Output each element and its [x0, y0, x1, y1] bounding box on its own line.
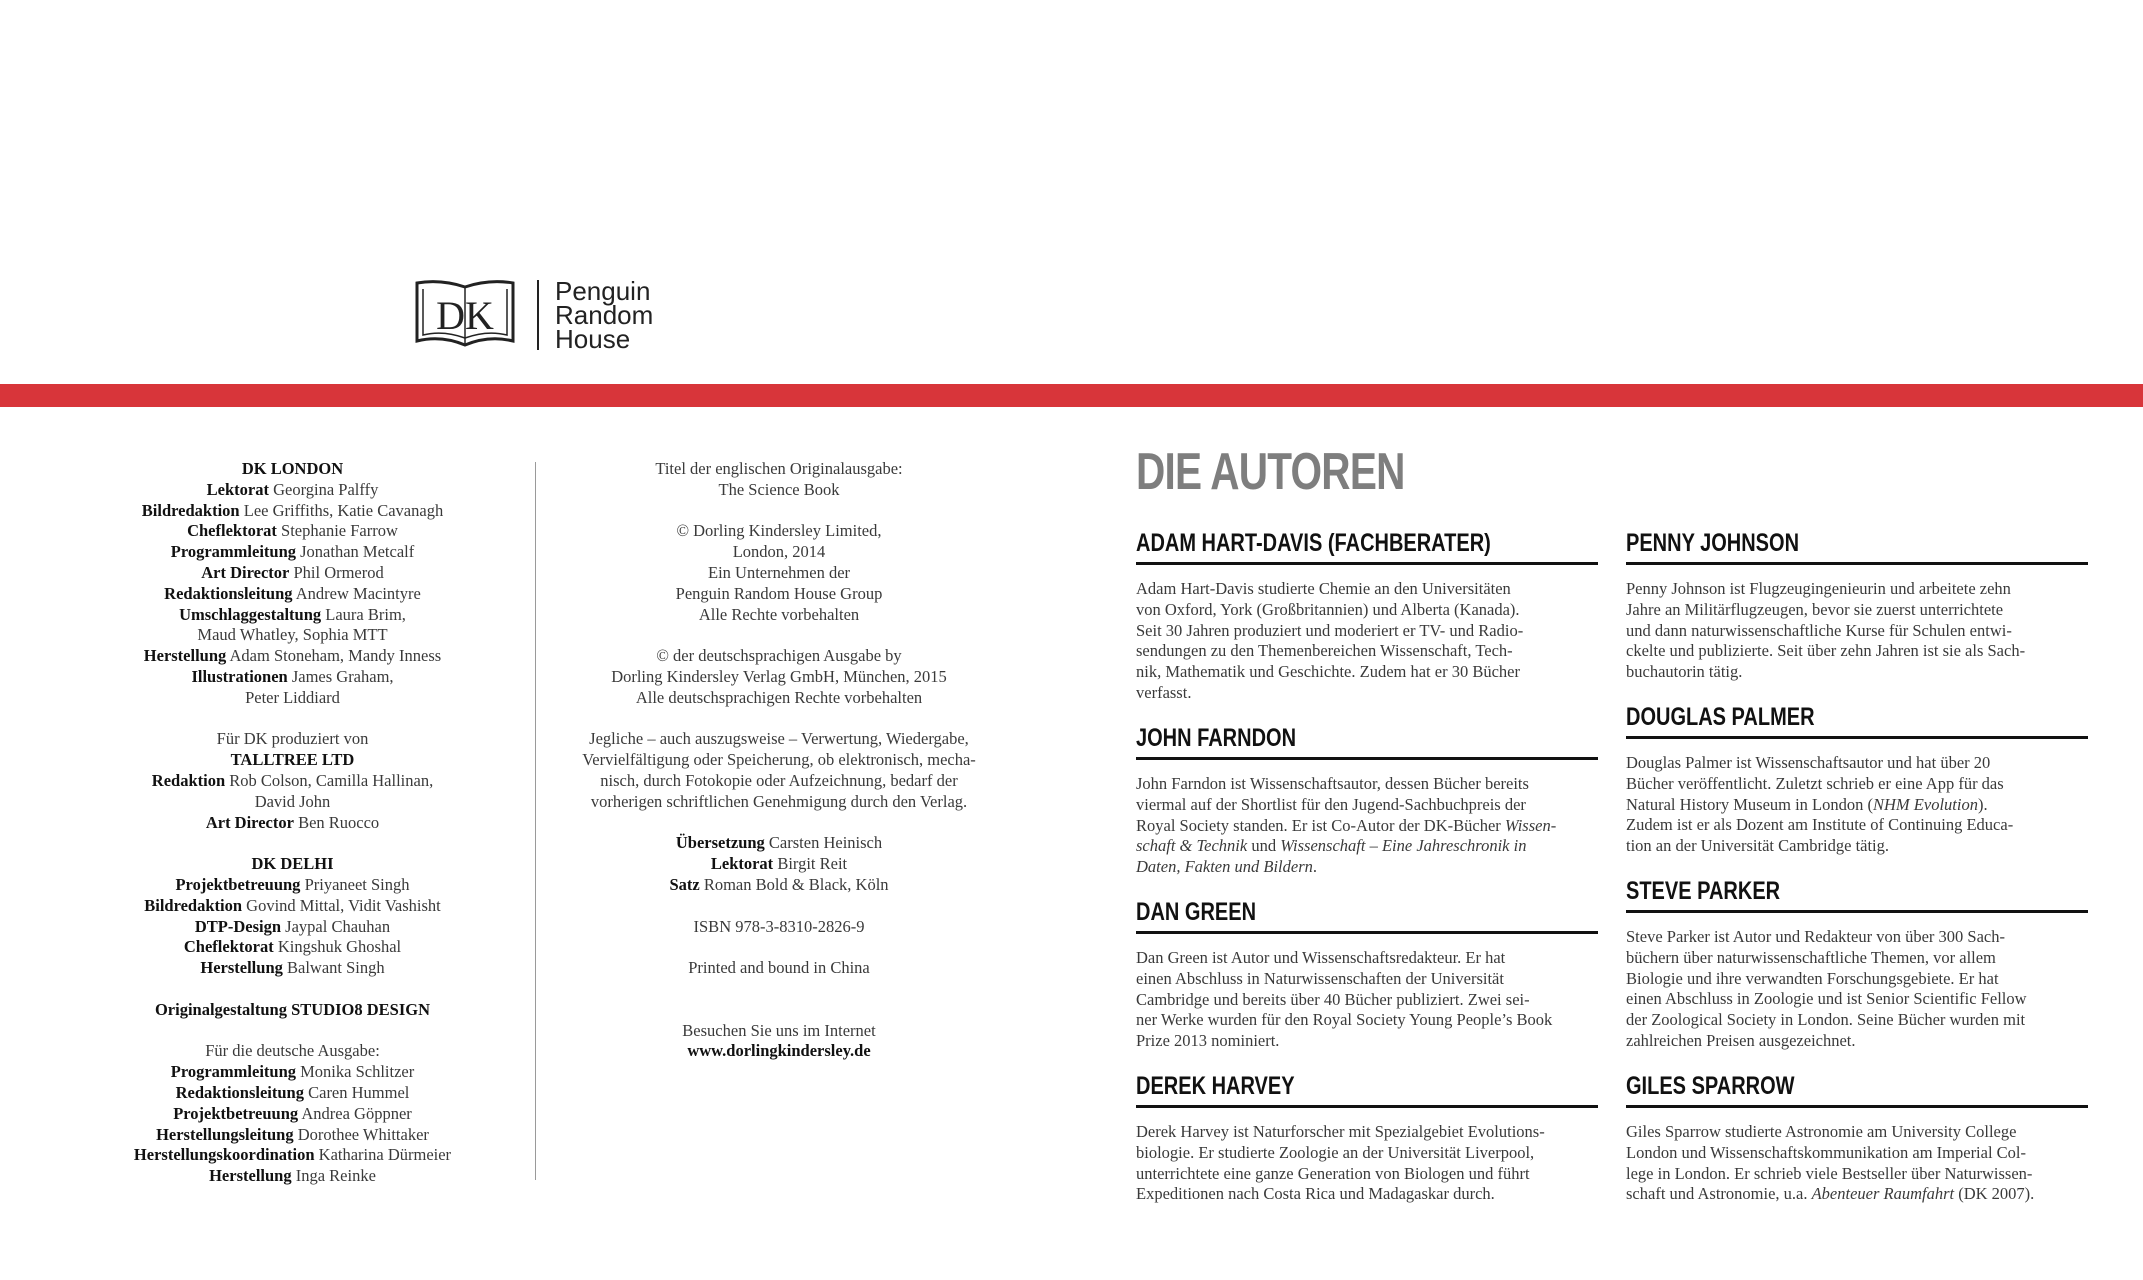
imprint-text: © der deutschsprachigen Ausgabe by — [656, 646, 902, 666]
bio-line — [1136, 948, 1598, 969]
author-rule — [1136, 931, 1598, 934]
bio-text: Biologie und ihre verwandten Forschungsgebiete. Er hat — [1626, 968, 1999, 988]
bio-title-italic: Daten, Fakten und Bildern — [1136, 857, 1313, 877]
bio-text: Royal Society standen. Er ist Co-Autor der DK-Bücher — [1136, 815, 1505, 835]
imprint-text: ISBN 978-3-8310-2826-9 — [693, 916, 865, 936]
author-name: GILES SPARROW — [1626, 1072, 1795, 1100]
bio-line — [1626, 989, 2088, 1010]
author-bio — [1626, 753, 2088, 857]
imprint-role: DK LONDON — [241, 459, 344, 478]
imprint-role: Originalgestaltung STUDIO8 DESIGN — [154, 999, 431, 1019]
line-gap — [90, 833, 495, 854]
bio-text: und dann naturwissenschaftliche Kurse für Schulen entwi- — [1626, 620, 2012, 640]
bio-line — [1626, 579, 2088, 600]
bio-line — [1626, 836, 2088, 857]
imprint-text: Adam Stoneham, Mandy Inness — [226, 646, 442, 666]
bio-text: büchern über naturwissenschaftliche Themen, vor allem — [1626, 947, 1996, 967]
bio-line — [1626, 1122, 2088, 1143]
imprint-role: Projektbetreuung — [175, 874, 301, 894]
bio-line — [1626, 1143, 2088, 1164]
author-bio — [1136, 1122, 1598, 1205]
imprint-text: Laura Brim, — [321, 604, 406, 624]
imprint-text: Vervielfältigung oder Speicherung, ob elektronisch, mecha- — [582, 750, 976, 770]
bio-text: biologie. Er studierte Zoologie an der Universität Liverpool, — [1136, 1142, 1535, 1162]
imprint-line — [90, 1125, 495, 1146]
imprint-text: Andrea Göppner — [298, 1103, 412, 1123]
imprint-role: Bildredaktion — [141, 500, 240, 520]
imprint-text: Maud Whatley, Sophia MTT — [197, 625, 388, 645]
bio-text: lege in London. Er schrieb viele Bestseller über Naturwissen- — [1626, 1163, 2033, 1183]
bio-line — [1626, 815, 2088, 836]
bio-text: Giles Sparrow studierte Astronomie am University College — [1626, 1122, 2017, 1141]
imprint-text: Für DK produziert von — [216, 729, 369, 749]
bio-text: viermal auf der Shortlist für den Jugend-Sachbuchpreis der — [1136, 794, 1526, 814]
imprint-role: Herstellungsleitung — [156, 1124, 294, 1144]
bio-line — [1626, 621, 2088, 642]
bio-line — [1136, 683, 1598, 704]
imprint-role: Programmleitung — [170, 542, 297, 562]
imprint-text: Penguin Random House Group — [675, 583, 883, 603]
author-name: DEREK HARVEY — [1136, 1072, 1295, 1100]
imprint-line — [550, 480, 1008, 501]
bio-text: verfasst. — [1136, 682, 1192, 702]
bio-line — [1136, 1122, 1598, 1143]
author-name: ADAM HART-DAVIS (FACHBERATER) — [1136, 529, 1491, 557]
bio-line — [1626, 948, 2088, 969]
imprint-text: Peter Liddiard — [245, 687, 340, 707]
bio-text: Steve Parker ist Autor und Redakteur von über 300 Sach- — [1626, 927, 2005, 946]
bio-line — [1136, 579, 1598, 600]
imprint-line — [550, 833, 1008, 854]
imprint-text: Ben Ruocco — [293, 812, 380, 832]
imprint-line — [550, 854, 1008, 875]
imprint-role: Art Director — [201, 562, 290, 582]
bio-text: Prize 2013 nominiert. — [1136, 1031, 1280, 1051]
imprint-line — [90, 750, 495, 771]
imprint-role: Redaktion — [151, 770, 226, 790]
author-rule — [1626, 736, 2088, 739]
imprint-line — [90, 625, 495, 646]
imprint-line — [90, 1166, 495, 1187]
imprint-text: Lee Griffiths, Katie Cavanagh — [239, 500, 444, 520]
imprint-line — [90, 1062, 495, 1083]
line-gap — [90, 709, 495, 730]
imprint-role: Herstellung — [143, 646, 227, 666]
bio-line — [1136, 857, 1598, 878]
imprint-role: Redaktionsleitung — [175, 1082, 304, 1102]
bio-text: John Farndon ist Wissenschaftsautor, dessen Bücher bereits — [1136, 774, 1529, 793]
imprint-role: Herstellung — [200, 958, 283, 978]
author-name: JOHN FARNDON — [1136, 724, 1297, 752]
author-name: DAN GREEN — [1136, 898, 1257, 926]
imprint-text: Caren Hummel — [303, 1082, 410, 1102]
imprint-line — [90, 563, 495, 584]
imprint-line — [550, 729, 1008, 750]
imprint-role: DK DELHI — [251, 854, 334, 874]
imprint-line — [550, 750, 1008, 771]
imprint-line — [550, 667, 1008, 688]
bio-text: ). — [1977, 794, 1988, 814]
imprint-line — [90, 958, 495, 979]
imprint-line — [550, 521, 1008, 542]
imprint-text: Printed and bound in China — [688, 958, 870, 978]
bio-text: (DK 2007). — [1954, 1184, 2035, 1204]
imprint-text: James Graham, — [287, 666, 394, 686]
imprint-text: Carsten Heinisch — [764, 833, 883, 853]
imprint-text: Phil Ormerod — [289, 562, 384, 582]
bio-text: Expeditionen nach Costa Rica und Madagaskar durch. — [1136, 1184, 1495, 1204]
imprint-role: Umschlaggestaltung — [179, 604, 322, 624]
imprint-line — [90, 1083, 495, 1104]
bio-text: Derek Harvey ist Naturforscher mit Spezialgebiet Evolutions- — [1136, 1122, 1545, 1141]
imprint-text: Dorling Kindersley Verlag GmbH, München, 2015 — [611, 666, 947, 686]
imprint-role: Projektbetreuung — [173, 1103, 299, 1123]
imprint-text: Dorothee Whittaker — [293, 1124, 429, 1144]
bio-title-italic: NHM Evolution — [1873, 794, 1978, 814]
bio-line — [1626, 795, 2088, 816]
imprint-credits-column — [90, 459, 495, 1187]
imprint-role: Satz — [669, 874, 700, 894]
imprint-line — [90, 501, 495, 522]
imprint-text: Für die deutsche Ausgabe: — [205, 1041, 380, 1061]
imprint-text: Kingshuk Ghoshal — [273, 937, 402, 957]
line-gap — [90, 979, 495, 1000]
imprint-line — [90, 688, 495, 709]
bio-line — [1136, 816, 1598, 837]
bio-line — [1136, 969, 1598, 990]
imprint-role: Illustrationen — [191, 666, 288, 686]
imprint-text: Jegliche – auch auszugsweise – Verwertung, Wiedergabe, — [589, 729, 969, 749]
bio-text: einen Abschluss in Zoologie und ist Senior Scientific Fellow — [1626, 989, 2027, 1009]
red-header-band — [0, 384, 2143, 407]
bio-text: der Zoological Society in London. Seine Bücher wurden mit — [1626, 1010, 2026, 1030]
author-name: PENNY JOHNSON — [1626, 529, 1800, 557]
bio-text: Penny Johnson ist Flugzeugingenieurin und arbeitete zehn — [1626, 579, 2011, 598]
bio-text: ner Werke wurden für den Royal Society Young People’s Book — [1136, 1010, 1553, 1030]
imprint-role: Programmleitung — [170, 1062, 297, 1082]
imprint-line — [90, 875, 495, 896]
imprint-text: David John — [254, 791, 331, 811]
author-rule — [1626, 910, 2088, 913]
imprint-line — [90, 729, 495, 750]
imprint-text: Jonathan Metcalf — [296, 542, 415, 562]
bio-line — [1136, 1184, 1598, 1205]
imprint-text: Alle deutschsprachigen Rechte vorbehalten — [635, 687, 923, 707]
bio-line — [1626, 969, 2088, 990]
imprint-line — [550, 459, 1008, 480]
bio-text: einen Abschluss in Naturwissenschaften der Universität — [1136, 968, 1504, 988]
imprint-text: Jaypal Chauhan — [281, 916, 391, 936]
imprint-role: Übersetzung — [675, 833, 765, 853]
line-gap — [550, 1000, 1008, 1021]
imprint-line — [550, 584, 1008, 605]
bio-line — [1626, 753, 2088, 774]
dk-logo-text: DK — [436, 293, 494, 338]
imprint-line — [90, 854, 495, 875]
section-title: DIE AUTOREN — [1136, 443, 1405, 501]
imprint-role: Redaktionsleitung — [164, 583, 293, 603]
line-gap — [90, 1021, 495, 1042]
imprint-line — [90, 813, 495, 834]
bio-text: zahlreichen Preisen ausgezeichnet. — [1626, 1030, 1856, 1050]
imprint-line — [90, 667, 495, 688]
imprint-text: Katharina Dürmeier — [314, 1145, 452, 1165]
author-block — [1136, 528, 1598, 704]
imprint-text: Birgit Reit — [773, 854, 848, 874]
bio-line — [1626, 1010, 2088, 1031]
bio-text: Zudem ist er als Dozent am Institute of Continuing Educa- — [1626, 815, 2014, 835]
bio-text: tion an der Universität Cambridge tätig. — [1626, 836, 1890, 856]
imprint-line — [550, 792, 1008, 813]
imprint-line — [90, 584, 495, 605]
imprint-role: TALLTREE LTD — [230, 750, 355, 770]
bio-text: London und Wissenschaftskommunikation am Imperial Col- — [1626, 1142, 2027, 1162]
imprint-text: London, 2014 — [732, 542, 826, 562]
imprint-text: vorherigen schriftlichen Genehmigung durch den Verlag. — [590, 791, 968, 811]
imprint-text: Inga Reinke — [291, 1166, 376, 1186]
imprint-role: Herstellung — [209, 1166, 292, 1186]
line-gap — [550, 937, 1008, 958]
imprint-line — [90, 917, 495, 938]
imprint-text: Alle Rechte vorbehalten — [698, 604, 860, 624]
line-gap — [550, 625, 1008, 646]
prh-line: House — [555, 324, 631, 354]
author-rule — [1136, 1105, 1598, 1108]
bio-line — [1626, 641, 2088, 662]
imprint-text: The Science Book — [718, 479, 840, 499]
line-gap — [550, 709, 1008, 730]
imprint-text: Monika Schlitzer — [296, 1062, 415, 1082]
imprint-line — [90, 1000, 495, 1021]
imprint-text: Georgina Palffy — [268, 479, 379, 499]
author-bio — [1626, 927, 2088, 1052]
imprint-line — [550, 875, 1008, 896]
imprint-line — [550, 605, 1008, 626]
imprint-line — [550, 646, 1008, 667]
imprint-line — [550, 771, 1008, 792]
bio-text: Jahre an Militärflugzeugen, bevor sie zuerst unterrichtete — [1626, 599, 2004, 619]
imprint-line — [90, 521, 495, 542]
bio-title-italic: Abenteuer Raumfahrt — [1811, 1184, 1955, 1204]
bio-line — [1626, 1031, 2088, 1052]
line-gap — [550, 501, 1008, 522]
bio-line — [1136, 1143, 1598, 1164]
imprint-line — [550, 542, 1008, 563]
prh-line: Penguin — [555, 276, 651, 306]
author-bio — [1626, 1122, 2088, 1205]
bio-line — [1136, 641, 1598, 662]
author-name: STEVE PARKER — [1626, 877, 1781, 905]
bio-title-italic: schaft & Technik — [1136, 836, 1248, 856]
bio-text: von Oxford, York (Großbritannien) und Alberta (Kanada). — [1136, 599, 1520, 619]
line-gap — [550, 896, 1008, 917]
logo-separator — [537, 280, 539, 350]
author-name: DOUGLAS PALMER — [1626, 703, 1815, 731]
bio-line — [1136, 795, 1598, 816]
bio-text: Adam Hart-Davis studierte Chemie an den Universitäten — [1136, 579, 1511, 598]
author-block — [1626, 1071, 2088, 1205]
imprint-line — [90, 1041, 495, 1062]
bio-line — [1136, 990, 1598, 1011]
bio-text: ckelte und publizierte. Seit über zehn Jahren ist sie als Sach- — [1626, 641, 2026, 661]
imprint-text: nisch, durch Fotokopie oder Aufzeichnung, bedarf der — [600, 770, 958, 790]
imprint-text: Govind Mittal, Vidit Vashisht — [242, 895, 441, 915]
imprint-line — [550, 1021, 1008, 1042]
publisher-logo — [413, 276, 653, 354]
imprint-text: Besuchen Sie uns im Internet — [682, 1020, 876, 1040]
author-block — [1626, 528, 2088, 683]
penguin-random-house-wordmark — [555, 276, 654, 354]
imprint-text: Roman Bold & Black, Köln — [699, 874, 889, 894]
imprint-role: Bildredaktion — [144, 895, 243, 915]
author-rule — [1136, 757, 1598, 760]
imprint-line — [550, 563, 1008, 584]
bio-line — [1136, 1164, 1598, 1185]
author-rule — [1136, 562, 1598, 565]
bio-text: schaft und Astronomie, u.a. — [1626, 1184, 1812, 1204]
imprint-role: Cheflektorat — [187, 521, 277, 541]
imprint-role: Cheflektorat — [183, 937, 274, 957]
bio-text: Dan Green ist Autor und Wissenschaftsredakteur. Er hat — [1136, 948, 1506, 967]
imprint-role: Lektorat — [710, 854, 774, 874]
bio-line — [1626, 927, 2088, 948]
bio-line — [1626, 1164, 2088, 1185]
imprint-role: www.dorlingkindersley.de — [687, 1041, 871, 1061]
bio-title-italic: Wissenschaft – Eine Jahreschronik in — [1280, 836, 1527, 856]
author-bio — [1136, 579, 1598, 704]
bio-line — [1136, 662, 1598, 683]
imprint-line — [90, 771, 495, 792]
bio-line — [1136, 836, 1598, 857]
bio-text: . — [1312, 857, 1318, 877]
author-block — [1136, 897, 1598, 1052]
bio-text: nik, Mathematik und Geschichte. Zudem hat er 30 Bücher — [1136, 662, 1520, 682]
prh-line: Random — [555, 300, 654, 330]
bio-text: Natural History Museum in London ( — [1626, 794, 1874, 814]
dk-book-logo-icon — [413, 279, 517, 351]
bio-line — [1626, 600, 2088, 621]
imprint-line — [90, 896, 495, 917]
imprint-line — [550, 917, 1008, 938]
bio-line — [1136, 1010, 1598, 1031]
imprint-line — [90, 792, 495, 813]
imprint-text: Stephanie Farrow — [276, 521, 398, 541]
imprint-text: Titel der englischen Originalausgabe: — [655, 459, 903, 478]
imprint-line — [90, 605, 495, 626]
author-rule — [1626, 562, 2088, 565]
imprint-text: Ein Unternehmen der — [707, 562, 851, 582]
imprint-legal-column — [550, 459, 1008, 1062]
author-block — [1136, 1071, 1598, 1205]
imprint-role: Art Director — [205, 812, 294, 832]
bio-line — [1626, 774, 2088, 795]
bio-title-italic: Wissen- — [1504, 815, 1557, 835]
imprint-line[interactable] — [550, 1041, 1008, 1062]
bio-text: sendungen zu den Themenbereichen Wissenschaft, Tech- — [1136, 641, 1513, 661]
author-block — [1136, 723, 1598, 878]
bio-line — [1136, 621, 1598, 642]
imprint-text: Priyaneet Singh — [300, 874, 410, 894]
imprint-line — [90, 1104, 495, 1125]
imprint-line — [90, 480, 495, 501]
bio-line — [1626, 662, 2088, 683]
imprint-line — [550, 688, 1008, 709]
bio-text: und — [1247, 836, 1281, 856]
author-block — [1626, 702, 2088, 857]
bio-text: Douglas Palmer ist Wissenschaftsautor und hat über 20 — [1626, 753, 1991, 772]
author-bio — [1626, 579, 2088, 683]
bio-text: buchautorin tätig. — [1626, 662, 1743, 682]
bio-line — [1626, 1184, 2088, 1205]
bio-text: Cambridge und bereits über 40 Bücher publiziert. Zwei sei- — [1136, 989, 1530, 1009]
bio-line — [1136, 1031, 1598, 1052]
imprint-line — [90, 459, 495, 480]
author-bio — [1136, 948, 1598, 1052]
imprint-line — [550, 958, 1008, 979]
bio-text: Seit 30 Jahren produziert und moderiert er TV- und Radio- — [1136, 620, 1524, 640]
bio-text: unterrichtete eine ganze Generation von Biologen und führt — [1136, 1163, 1530, 1183]
imprint-line — [90, 646, 495, 667]
author-bio — [1136, 774, 1598, 878]
author-block — [1626, 876, 2088, 1052]
column-divider — [535, 462, 536, 1180]
imprint-text: Andrew Macintyre — [292, 583, 421, 603]
imprint-role: Herstellungskoordination — [133, 1145, 315, 1165]
imprint-text: Rob Colson, Camilla Hallinan, — [225, 770, 434, 790]
bio-line — [1136, 774, 1598, 795]
imprint-role: Lektorat — [206, 479, 269, 499]
imprint-line — [90, 937, 495, 958]
bio-text: Bücher veröffentlicht. Zuletzt schrieb er eine App für das — [1626, 773, 2004, 793]
line-gap — [550, 979, 1008, 1000]
imprint-text: Balwant Singh — [282, 958, 385, 978]
imprint-line — [90, 542, 495, 563]
bio-line — [1136, 600, 1598, 621]
line-gap — [550, 813, 1008, 834]
imprint-role: DTP-Design — [194, 916, 282, 936]
imprint-text: © Dorling Kindersley Limited, — [676, 521, 882, 541]
author-rule — [1626, 1105, 2088, 1108]
imprint-line — [90, 1145, 495, 1166]
